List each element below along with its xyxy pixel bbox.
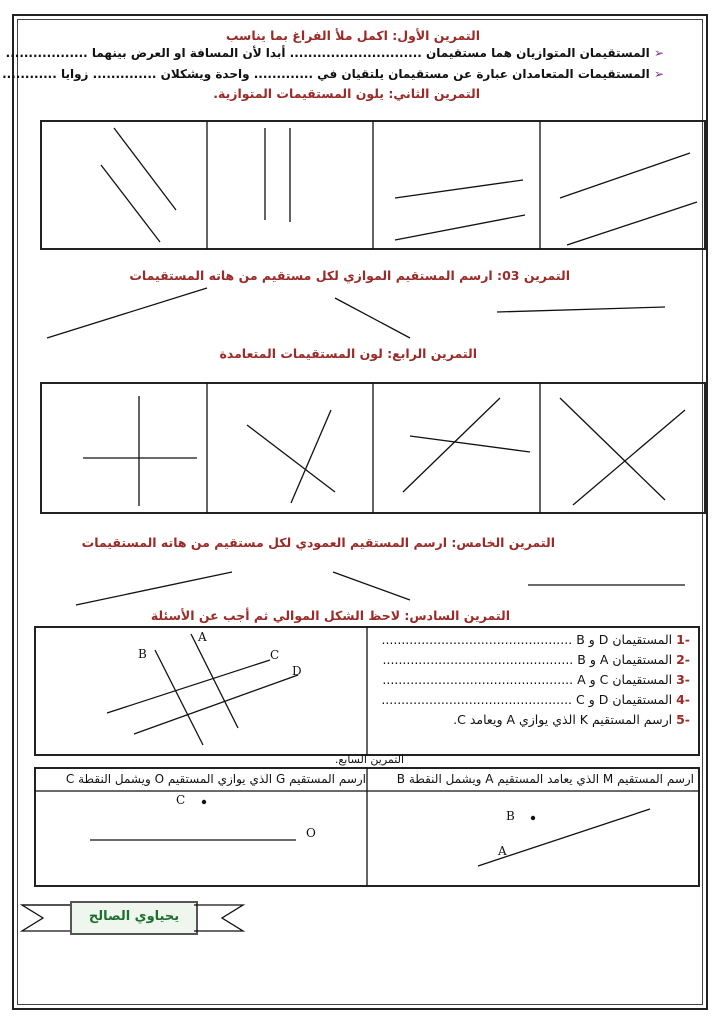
ex6-line-c [107, 660, 270, 713]
ex2-cell4-line2 [567, 202, 697, 245]
ex6-line-a [191, 634, 238, 728]
ex1-line2-text: المستقيمات المتعامدان عبارة عن مستقيمان يلتقيان في ............. واحدة ويشكلان .............. زوايا ............ [2, 67, 650, 81]
ex6-label-b: B [138, 647, 147, 661]
ex6-label-c: C [270, 648, 280, 662]
ex7-point-c [202, 800, 206, 804]
ex6-label-d: D [292, 664, 302, 678]
q2-num: -2 [676, 652, 690, 667]
ex4-cell3-line1 [410, 436, 530, 452]
ex1-title: التمرين الأول: اكمل ملأ الفراغ بما يناسب [225, 28, 480, 43]
ex5-title: التمرين الخامس: ارسم المستقيم العمودي لكل مستقيم من هاته المستقيمات [81, 535, 555, 550]
q3-answer-dots[interactable]: ................................................ [382, 672, 574, 687]
ex3-title: التمرين 03: ارسم المستقيم الموازي لكل مستقيم من هاته المستقيمات [129, 268, 570, 283]
ex4-cell4-line2 [573, 410, 685, 505]
ex5-line-1 [76, 572, 232, 605]
ex7-right-header: ارسم المستقيم M الذي يعامد المستقيم A ويشمل النقطة B [396, 772, 694, 786]
q1-answer-dots[interactable]: ................................................ [381, 632, 573, 647]
ex2-cell4-line1 [560, 153, 690, 198]
q2-answer-dots[interactable]: ................................................ [382, 652, 574, 667]
q5-num: -5 [676, 712, 690, 727]
ribbon-right-tail [194, 905, 243, 931]
q3-num: -3 [676, 672, 690, 687]
ex5-line-2 [333, 572, 410, 600]
q3-text: المستقيمان C و A [577, 672, 673, 687]
ex4-title: التمرين الرابع: لون المستقيمات المتعامدة [219, 346, 477, 361]
ex2-cell3-line1 [395, 180, 523, 198]
ex7-line-a-label: A [498, 844, 507, 858]
q4-answer-dots[interactable]: ................................................ [381, 692, 573, 707]
signature-badge: يحياوي الصالح [70, 901, 198, 935]
ex4-cell2-line2 [291, 410, 331, 503]
ex1-line1-text: المستقيمان المتوازيان هما مستقيمان ............................. أبدا لأن المسافة او العرض بينهما .................. [5, 46, 650, 60]
ex4-cell2-line1 [247, 425, 335, 492]
ex3-line-3 [497, 307, 665, 312]
q2-text: المستقيمان A و B [577, 652, 673, 667]
ex6-title: التمرين السادس: لاحظ الشكل الموالي ثم أجب عن الأسئلة [150, 608, 510, 623]
ex7-point-c-label: C [176, 793, 186, 807]
ex7-left-header: ارسم المستقيم G الذي يوازي المستقيم O ويشمل النقطة C [65, 772, 366, 786]
q4-num: -4 [676, 692, 690, 707]
q4-text: المستقيمان D و C [576, 692, 673, 707]
ex4-cell4-line1 [560, 398, 665, 500]
ex4-cell3-line2 [403, 398, 500, 492]
ex3-line-1 [47, 288, 207, 338]
ex1-bullet-2: ➢ [649, 67, 664, 81]
ex1-bullet-1: ➢ [649, 46, 664, 60]
q5-text: ارسم المستقيم K الذي يوازي A ويعامد C. [453, 712, 673, 727]
ex3-line-2 [335, 298, 410, 338]
ex7-line-a [478, 809, 650, 866]
ex2-cell3-line2 [395, 215, 525, 240]
ex6-line-b [155, 650, 203, 745]
ex7-line-o-label: O [306, 826, 316, 840]
ex2-title: التمرين الثاني: يلون المستقيمات المتوازية. [213, 86, 480, 101]
ribbon-left-tail [22, 905, 70, 931]
ex7-point-b [531, 816, 535, 820]
q1-num: -1 [676, 632, 690, 647]
ex7-title: التمرين السابع. [334, 753, 404, 766]
ex7-point-b-label: B [506, 809, 515, 823]
ex6-label-a: A [198, 630, 207, 644]
ex2-cell1-line1 [114, 128, 176, 210]
q1-text: المستقيمان D و B [576, 632, 673, 647]
